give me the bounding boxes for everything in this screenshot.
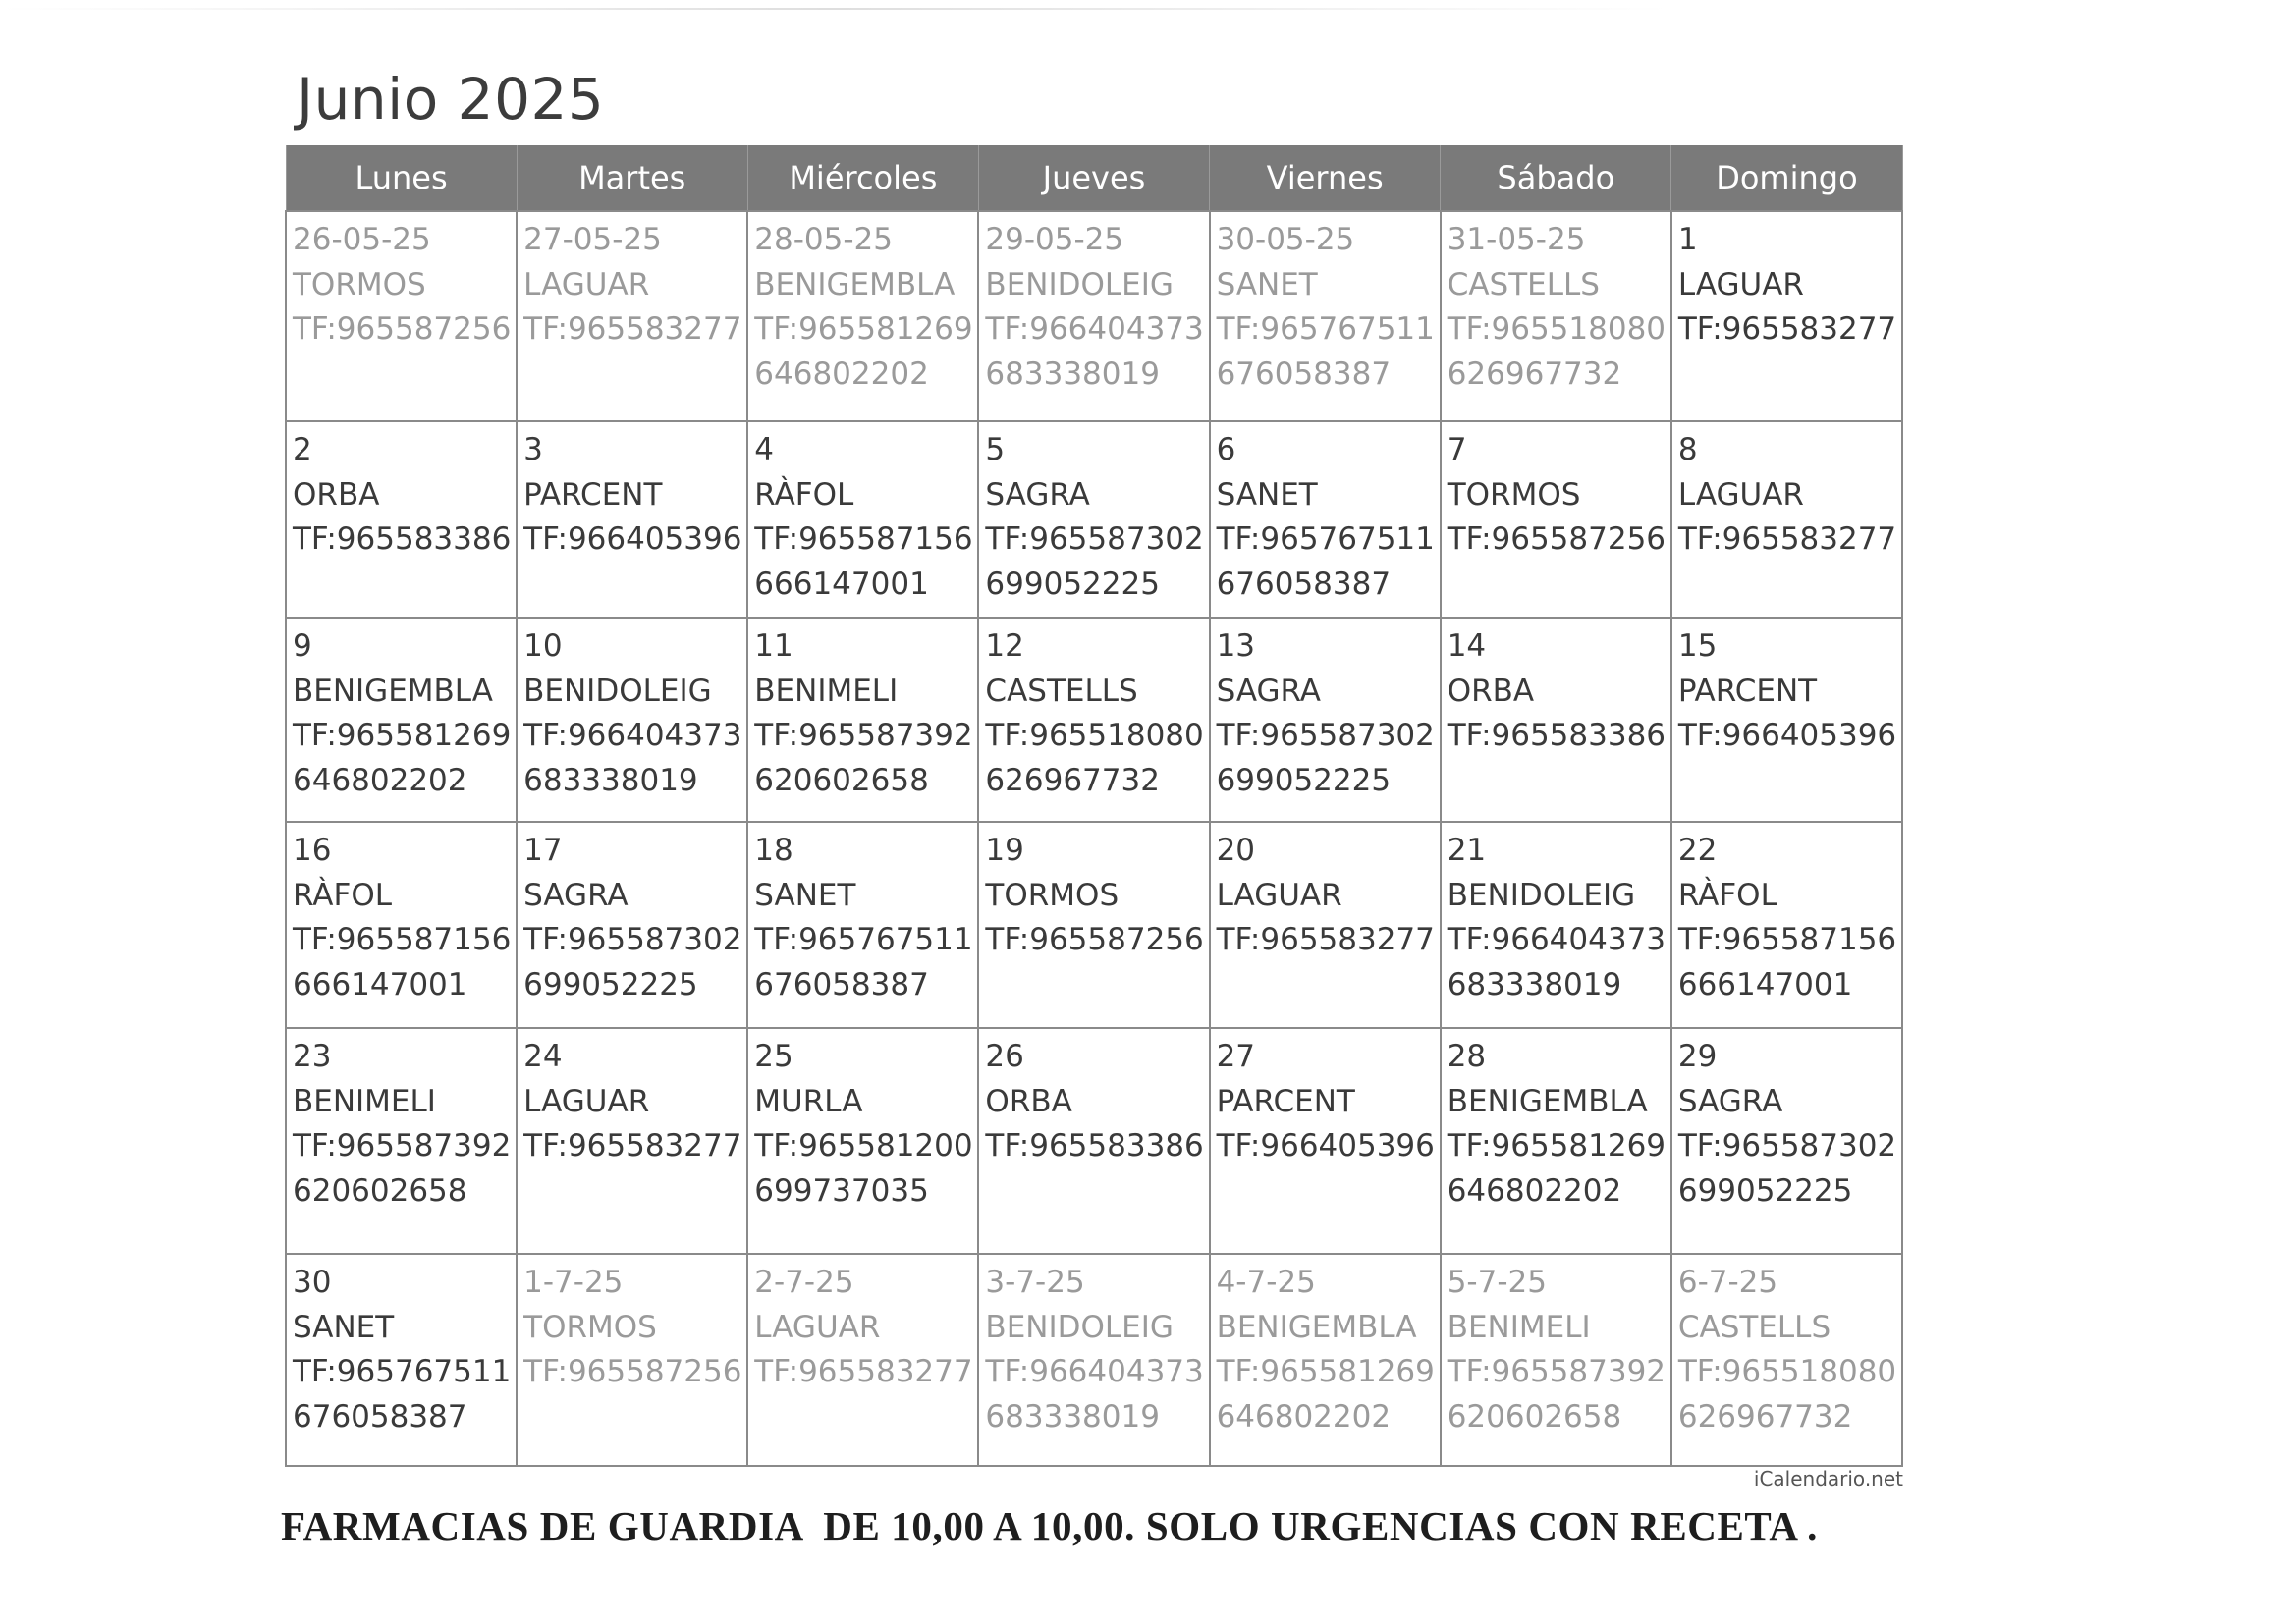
pharmacy-phone: TF:965583277	[1677, 311, 1897, 347]
calendar-day-cell	[1671, 211, 1902, 421]
pharmacy-phone: TF:965581269	[754, 311, 973, 347]
pharmacy-phone: TF:965583386	[985, 1128, 1204, 1163]
pharmacy-town: RÀFOL	[754, 476, 854, 513]
day-date: 29-05-25	[985, 222, 1124, 257]
pharmacy-mobile	[1678, 759, 1901, 804]
pharmacy-town: TORMOS	[293, 266, 426, 302]
calendar-day-cell	[517, 421, 747, 618]
pharmacy-town: CASTELLS	[1447, 266, 1600, 302]
calendar-week-row	[286, 1028, 1902, 1254]
pharmacy-phone: TF:965583277	[1677, 521, 1897, 557]
day-date: 1-7-25	[523, 1265, 624, 1300]
calendar-grid	[285, 145, 1903, 1467]
calendar-week-row	[286, 822, 1902, 1028]
pharmacy-phone: TF:965587256	[1447, 521, 1667, 557]
pharmacy-phone: TF:965518080	[985, 718, 1204, 753]
pharmacy-mobile: 646802202	[754, 355, 929, 392]
pharmacy-town: BENIMELI	[293, 1083, 436, 1119]
pharmacy-town: BENIMELI	[1447, 1309, 1591, 1345]
pharmacy-mobile	[985, 1169, 1208, 1215]
day-date: 2	[293, 432, 312, 467]
pharmacy-town: BENIDOLEIG	[985, 266, 1174, 302]
calendar-day-cell-outside-month	[1210, 1254, 1441, 1466]
pharmacy-mobile: 666147001	[293, 966, 467, 1002]
pharmacy-town: LAGUAR	[1677, 266, 1804, 302]
pharmacy-phone: TF:965583386	[1447, 718, 1667, 753]
day-date: 15	[1677, 628, 1718, 664]
day-date: 18	[754, 833, 793, 868]
day-date: 7	[1447, 432, 1467, 467]
pharmacy-phone: TF:966404373	[985, 1354, 1204, 1389]
calendar-day-cell	[1441, 822, 1671, 1028]
pharmacy-town: SANET	[754, 877, 856, 913]
pharmacy-mobile: 646802202	[1447, 1172, 1622, 1209]
pharmacy-mobile: 620602658	[293, 1172, 467, 1209]
calendar-day-cell-outside-month	[286, 211, 517, 421]
pharmacy-mobile: 676058387	[754, 966, 929, 1002]
pharmacy-mobile: 646802202	[1216, 1398, 1392, 1434]
day-date: 9	[293, 628, 312, 664]
pharmacy-mobile: 676058387	[293, 1398, 467, 1434]
pharmacy-mobile: 620602658	[754, 762, 929, 798]
calendar-day-cell	[1210, 822, 1441, 1028]
pharmacy-phone: TF:965767511	[754, 922, 973, 957]
pharmacy-mobile: 699052225	[1216, 762, 1392, 798]
calendar-day-cell	[747, 822, 978, 1028]
day-date: 10	[523, 628, 563, 664]
calendar-week-row	[286, 421, 1902, 618]
pharmacy-phone: TF:965587256	[293, 311, 512, 347]
day-date: 25	[754, 1039, 793, 1074]
day-date: 4-7-25	[1216, 1265, 1316, 1300]
pharmacy-phone: TF:965583277	[1216, 922, 1435, 957]
calendar-day-cell	[747, 1028, 978, 1254]
pharmacy-phone: TF:965583386	[293, 521, 512, 557]
day-date: 20	[1216, 833, 1256, 868]
day-date: 2-7-25	[754, 1265, 854, 1300]
pharmacy-town: LAGUAR	[754, 1309, 881, 1345]
calendar-day-cell	[1210, 1028, 1441, 1254]
pharmacy-mobile	[1678, 563, 1901, 608]
calendar-body	[286, 211, 1902, 1466]
pharmacy-town: PARCENT	[1677, 673, 1818, 709]
calendar-day-cell	[1671, 618, 1902, 822]
pharmacy-town: BENIDOLEIG	[985, 1309, 1174, 1345]
calendar-day-cell-outside-month	[978, 211, 1209, 421]
pharmacy-mobile: 683338019	[985, 1398, 1160, 1434]
pharmacy-mobile	[1448, 563, 1670, 608]
pharmacy-mobile: 646802202	[293, 762, 467, 798]
pharmacy-phone: TF:966404373	[523, 718, 742, 753]
pharmacy-mobile	[523, 1169, 746, 1215]
weekday-header-row	[286, 145, 1902, 211]
calendar-day-cell-outside-month	[1210, 211, 1441, 421]
calendar-day-cell	[517, 1028, 747, 1254]
day-date: 4	[754, 432, 775, 467]
pharmacy-mobile	[293, 563, 516, 608]
pharmacy-phone: TF:965518080	[1447, 311, 1667, 347]
pharmacy-mobile: 626967732	[1677, 1398, 1853, 1434]
pharmacy-mobile: 683338019	[985, 355, 1160, 392]
pharmacy-town: SAGRA	[985, 476, 1090, 513]
day-date: 13	[1216, 628, 1256, 664]
pharmacy-mobile: 666147001	[1677, 966, 1853, 1002]
pharmacy-mobile: 699052225	[1677, 1172, 1853, 1209]
calendar-day-cell-outside-month	[978, 1254, 1209, 1466]
pharmacy-phone: TF:965587392	[1447, 1354, 1667, 1389]
pharmacy-town: BENIDOLEIG	[1447, 877, 1636, 913]
calendar-day-cell	[1671, 1028, 1902, 1254]
day-date: 1	[1677, 222, 1698, 257]
pharmacy-mobile: 626967732	[1447, 355, 1622, 392]
pharmacy-mobile	[1448, 759, 1670, 804]
day-date: 6-7-25	[1677, 1265, 1778, 1300]
day-date: 22	[1677, 833, 1718, 868]
pharmacy-town: PARCENT	[1216, 1083, 1355, 1119]
pharmacy-town: TORMOS	[985, 877, 1120, 913]
calendar-day-cell	[517, 618, 747, 822]
calendar-week-row	[286, 211, 1902, 421]
calendar-day-cell	[286, 1254, 517, 1466]
weekday-header-monday: Lunes	[286, 145, 517, 211]
calendar-day-cell	[978, 421, 1209, 618]
calendar-day-cell	[1441, 421, 1671, 618]
pharmacy-mobile: 699052225	[985, 566, 1160, 602]
pharmacy-town: TORMOS	[1447, 476, 1581, 513]
day-date: 23	[293, 1039, 332, 1074]
pharmacy-mobile	[523, 1395, 746, 1440]
pharmacy-phone: TF:965587256	[523, 1354, 742, 1389]
pharmacy-town: BENIDOLEIG	[523, 673, 712, 709]
pharmacy-town: RÀFOL	[293, 877, 392, 913]
pharmacy-town: RÀFOL	[1677, 877, 1777, 913]
pharmacy-phone: TF:965587302	[985, 521, 1204, 557]
day-date: 3	[523, 432, 543, 467]
pharmacy-phone: TF:965587156	[754, 521, 973, 557]
pharmacy-phone: TF:965583277	[754, 1354, 973, 1389]
pharmacy-mobile: 666147001	[754, 566, 929, 602]
pharmacy-mobile: 699737035	[754, 1172, 929, 1209]
pharmacy-town: ORBA	[1447, 673, 1535, 709]
day-date: 5	[985, 432, 1006, 467]
pharmacy-phone: TF:966405396	[523, 521, 742, 557]
weekday-header-tuesday: Martes	[517, 145, 747, 211]
pharmacy-mobile	[523, 352, 746, 398]
pharmacy-town: SANET	[1216, 476, 1318, 513]
pharmacy-phone: TF:965581269	[1447, 1128, 1667, 1163]
pharmacy-town: BENIGEMBLA	[754, 266, 956, 302]
day-date: 24	[523, 1039, 563, 1074]
pharmacy-mobile: 676058387	[1216, 566, 1392, 602]
day-date: 12	[985, 628, 1024, 664]
calendar-day-cell	[1210, 618, 1441, 822]
pharmacy-mobile: 626967732	[985, 762, 1160, 798]
day-date: 26	[985, 1039, 1024, 1074]
page-title: Junio 2025	[297, 66, 605, 133]
pharmacy-mobile	[1217, 1169, 1440, 1215]
pharmacy-town: PARCENT	[523, 476, 663, 513]
day-date: 6	[1216, 432, 1236, 467]
day-date: 27-05-25	[523, 222, 662, 257]
pharmacy-town: SAGRA	[523, 877, 629, 913]
pharmacy-phone: TF:966405396	[1677, 718, 1897, 753]
calendar-day-cell-outside-month	[747, 1254, 978, 1466]
day-date: 16	[293, 833, 332, 868]
pharmacy-mobile: 683338019	[1447, 966, 1622, 1002]
day-date: 3-7-25	[985, 1265, 1085, 1300]
calendar-day-cell-outside-month	[747, 211, 978, 421]
pharmacy-phone: TF:965587302	[1216, 718, 1435, 753]
calendar-day-cell-outside-month	[1441, 211, 1671, 421]
calendar-day-cell-outside-month	[1441, 1254, 1671, 1466]
pharmacy-town: LAGUAR	[1216, 877, 1342, 913]
pharmacy-town: CASTELLS	[1677, 1309, 1831, 1345]
pharmacy-town: LAGUAR	[523, 266, 650, 302]
pharmacy-phone: TF:965518080	[1677, 1354, 1897, 1389]
weekday-header-friday: Viernes	[1210, 145, 1441, 211]
pharmacy-town: SAGRA	[1677, 1083, 1783, 1119]
pharmacy-phone: TF:966404373	[1447, 922, 1667, 957]
pharmacy-phone: TF:965581269	[1216, 1354, 1435, 1389]
day-date: 17	[523, 833, 563, 868]
pharmacy-phone: TF:965767511	[293, 1354, 512, 1389]
calendar-day-cell	[517, 822, 747, 1028]
pharmacy-mobile	[293, 352, 516, 398]
calendar-day-cell	[747, 618, 978, 822]
pharmacy-phone: TF:965583277	[523, 1128, 742, 1163]
scan-artifact-line	[0, 8, 1669, 10]
calendar-day-cell	[1671, 822, 1902, 1028]
weekday-header-sunday: Domingo	[1671, 145, 1902, 211]
pharmacy-town: BENIGEMBLA	[1447, 1083, 1648, 1119]
calendar-day-cell	[286, 421, 517, 618]
calendar-day-cell	[1441, 618, 1671, 822]
pharmacy-phone: TF:965767511	[1216, 311, 1435, 347]
calendar-day-cell	[1671, 421, 1902, 618]
pharmacy-mobile: 683338019	[523, 762, 698, 798]
day-date: 30	[293, 1265, 332, 1300]
pharmacy-mobile	[985, 963, 1208, 1008]
calendar-day-cell-outside-month	[1671, 1254, 1902, 1466]
calendar-day-cell	[1210, 421, 1441, 618]
day-date: 14	[1447, 628, 1487, 664]
weekday-header-wednesday: Miércoles	[747, 145, 978, 211]
pharmacy-town: BENIGEMBLA	[293, 673, 493, 709]
weekday-header-thursday: Jueves	[978, 145, 1209, 211]
pharmacy-phone: TF:965767511	[1216, 521, 1435, 557]
day-date: 8	[1677, 432, 1698, 467]
pharmacy-mobile: 676058387	[1216, 355, 1392, 392]
pharmacy-town: SAGRA	[1216, 673, 1321, 709]
source-credit: iCalendario.net	[1753, 1467, 1903, 1490]
calendar-day-cell	[978, 822, 1209, 1028]
pharmacy-town: TORMOS	[523, 1309, 657, 1345]
day-date: 30-05-25	[1216, 222, 1355, 257]
calendar-week-row	[286, 1254, 1902, 1466]
day-date: 28-05-25	[754, 222, 893, 257]
pharmacy-phone: TF:965587302	[523, 922, 742, 957]
pharmacy-phone: TF:965581200	[754, 1128, 973, 1163]
pharmacy-phone: TF:966405396	[1216, 1128, 1435, 1163]
pharmacy-phone: TF:965587392	[754, 718, 973, 753]
calendar-day-cell	[286, 822, 517, 1028]
pharmacy-phone: TF:965583277	[523, 311, 742, 347]
pharmacy-phone: TF:965587392	[293, 1128, 512, 1163]
pharmacy-mobile	[1217, 963, 1440, 1008]
day-date: 27	[1216, 1039, 1256, 1074]
pharmacy-town: CASTELLS	[985, 673, 1138, 709]
calendar-week-row	[286, 618, 1902, 822]
day-date: 31-05-25	[1447, 222, 1586, 257]
pharmacy-town: MURLA	[754, 1083, 863, 1119]
pharmacy-town: SANET	[1216, 266, 1318, 302]
pharmacy-mobile	[523, 563, 746, 608]
day-date: 29	[1677, 1039, 1718, 1074]
calendar-day-cell	[978, 1028, 1209, 1254]
calendar-day-cell	[286, 1028, 517, 1254]
calendar-day-cell	[1441, 1028, 1671, 1254]
day-date: 28	[1447, 1039, 1487, 1074]
footer-notice: FARMACIAS DE GUARDIA DE 10,00 A 10,00. SOLO URGENCIAS CON RECETA .	[281, 1503, 1818, 1548]
calendar-day-cell	[978, 618, 1209, 822]
pharmacy-town: BENIGEMBLA	[1216, 1309, 1417, 1345]
calendar-day-cell	[286, 618, 517, 822]
pharmacy-town: BENIMELI	[754, 673, 899, 709]
pharmacy-phone: TF:966404373	[985, 311, 1204, 347]
day-date: 26-05-25	[293, 222, 431, 257]
day-date: 19	[985, 833, 1024, 868]
calendar-day-cell	[747, 421, 978, 618]
pharmacy-mobile	[754, 1395, 977, 1440]
pharmacy-mobile: 699052225	[523, 966, 698, 1002]
calendar-day-cell-outside-month	[517, 211, 747, 421]
pharmacy-town: ORBA	[985, 1083, 1072, 1119]
pharmacy-town: SANET	[293, 1309, 395, 1345]
pharmacy-town: LAGUAR	[523, 1083, 650, 1119]
calendar-day-cell-outside-month	[517, 1254, 747, 1466]
pharmacy-town: LAGUAR	[1677, 476, 1804, 513]
pharmacy-phone: TF:965587256	[985, 922, 1204, 957]
pharmacy-mobile: 620602658	[1447, 1398, 1622, 1434]
pharmacy-phone: TF:965587156	[1677, 922, 1897, 957]
day-date: 5-7-25	[1447, 1265, 1547, 1300]
day-date: 21	[1447, 833, 1487, 868]
pharmacy-phone: TF:965587156	[293, 922, 512, 957]
weekday-header-saturday: Sábado	[1441, 145, 1671, 211]
pharmacy-town: ORBA	[293, 476, 380, 513]
pharmacy-phone: TF:965587302	[1677, 1128, 1897, 1163]
pharmacy-phone: TF:965581269	[293, 718, 512, 753]
pharmacy-mobile	[1678, 352, 1901, 398]
day-date: 11	[754, 628, 793, 664]
